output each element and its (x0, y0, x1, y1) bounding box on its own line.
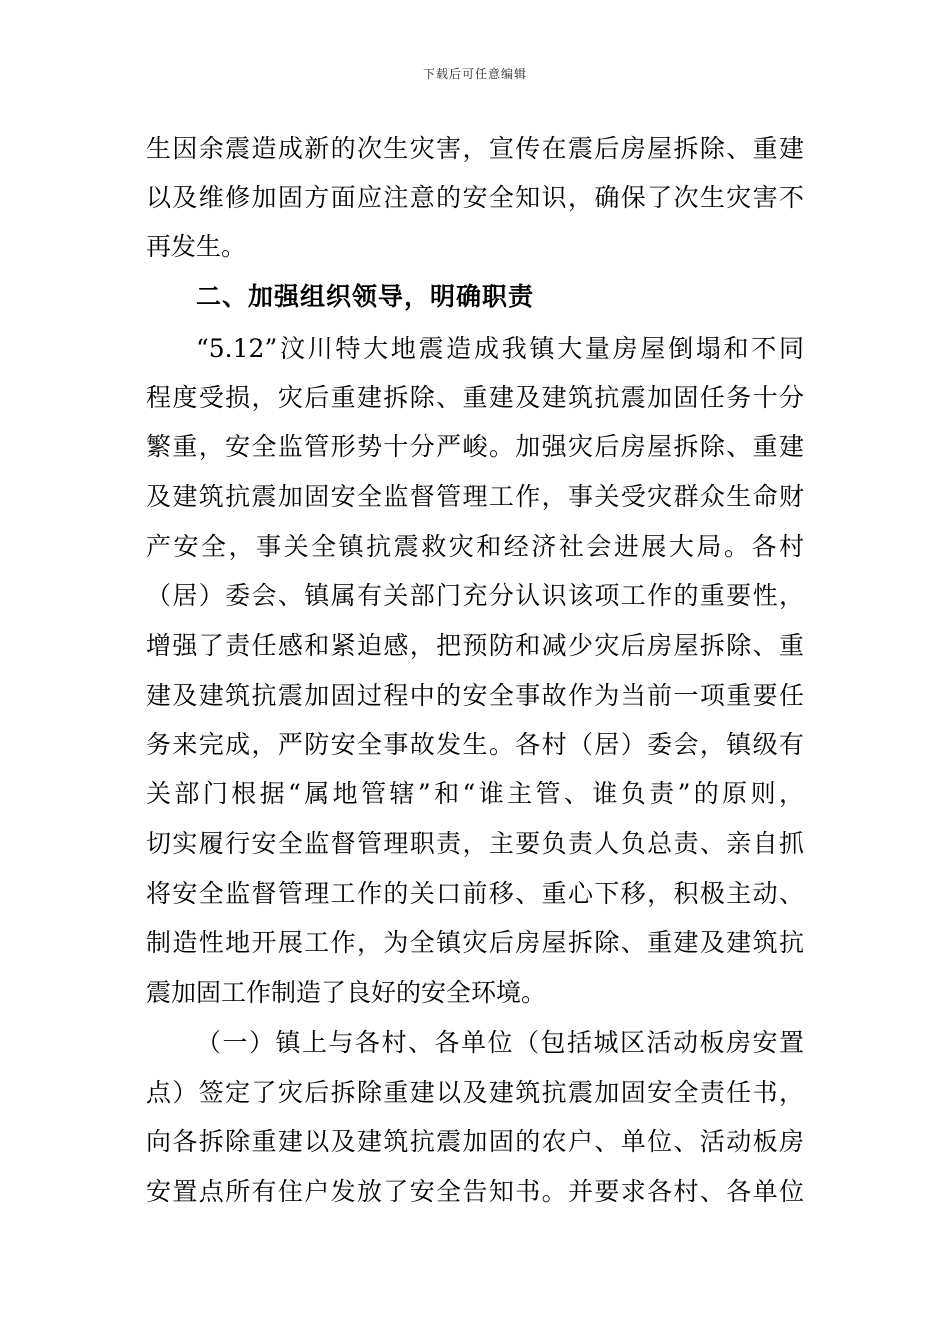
text-line: 点）签定了灾后拆除重建以及建筑抗震加固安全责任书， (146, 1078, 804, 1107)
text-line: （居）委会、镇属有关部门充分认识该项工作的重要性， (146, 581, 804, 610)
text-line: “5.12”汶川特大地震造成我镇大量房屋倒塌和不同 (196, 334, 804, 363)
text-line: 向各拆除重建以及建筑抗震加固的农户、单位、活动板房 (146, 1127, 804, 1156)
text-line: （一）镇上与各村、各单位（包括城区活动板房安置 (196, 1028, 804, 1057)
text-line: 切实履行安全监督管理职责，主要负责人负总责、亲自抓 (146, 829, 804, 858)
text-line: 务来完成，严防安全事故发生。各村（居）委会，镇级有 (146, 730, 804, 759)
text-line: 将安全监督管理工作的关口前移、重心下移，积极主动、 (146, 879, 804, 908)
text-line: 震加固工作制造了良好的安全环境。 (146, 978, 547, 1007)
text-line: 再发生。 (146, 232, 247, 261)
text-line: 繁重，安全监管形势十分严峻。加强灾后房屋拆除、重建 (146, 432, 804, 461)
text-line: 关部门根据“属地管辖”和“谁主管、谁负责”的原则， (146, 779, 804, 808)
page-header: 下载后可任意编辑 (422, 67, 527, 81)
text-line: 制造性地开展工作，为全镇灾后房屋拆除、重建及建筑抗 (146, 928, 804, 957)
section-heading: 二、加强组织领导，明确职责 (196, 282, 535, 311)
text-line: 增强了责任感和紧迫感，把预防和减少灾后房屋拆除、重 (146, 631, 804, 660)
text-line: 安置点所有住户发放了安全告知书。并要求各村、各单位 (146, 1177, 804, 1206)
text-line: 建及建筑抗震加固过程中的安全事故作为当前一项重要任 (146, 681, 804, 710)
text-line: 生因余震造成新的次生灾害，宣传在震后房屋拆除、重建 (146, 134, 804, 163)
text-line: 以及维修加固方面应注意的安全知识，确保了次生灾害不 (146, 183, 804, 212)
text-line: 程度受损，灾后重建拆除、重建及建筑抗震加固任务十分 (146, 383, 804, 412)
text-line: 及建筑抗震加固安全监督管理工作，事关受灾群众生命财 (146, 482, 804, 511)
text-line: 产安全，事关全镇抗震救灾和经济社会进展大局。各村 (146, 532, 804, 561)
